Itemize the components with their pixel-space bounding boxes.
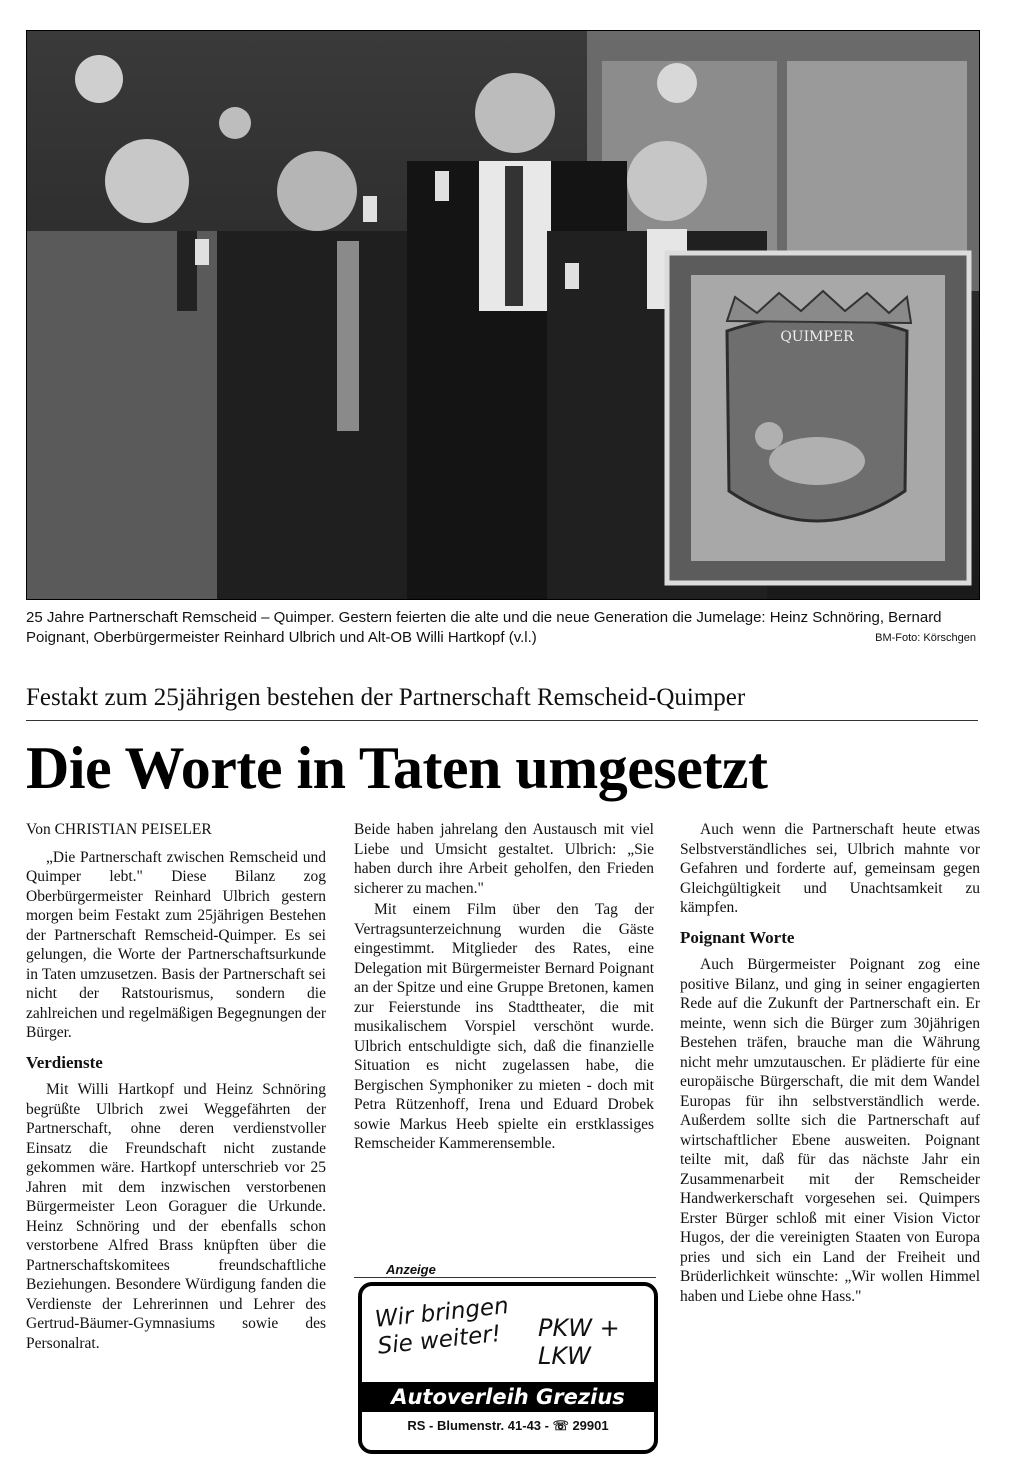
ad-address: RS - Blumenstr. 41-43 - ☏ 29901 bbox=[407, 1418, 609, 1433]
ad-label-text: Anzeige bbox=[382, 1262, 440, 1277]
photo-credit: BM-Foto: Körschgen bbox=[875, 632, 976, 644]
ad-slogan: Wir bringen Sie weiter! bbox=[373, 1292, 510, 1360]
advertisement bbox=[358, 1282, 658, 1454]
article-headline: Die Worte in Taten umgesetzt bbox=[26, 735, 768, 801]
byline: Von CHRISTIAN PEISELER bbox=[26, 821, 212, 838]
subheading-verdienste: Verdienste bbox=[26, 1052, 103, 1072]
paragraph: Mit einem Film über den Tag der Vertragsunterzeichnung wurden die Gäste eingestimmt. Mitglieder des Rates, eine Delegation mit Bürgermeister Bernard Poignant an der Spitze und eine Gruppe Bretonen, kamen zur Feierstunde ins Stadttheater, die mit musikalischem Vorspiel verschönt wurde. Ulbrich entschuldigte sich, daß die finanzielle Situation es nicht zugelassen habe, die Bergischen Symphoniker zu mieten - doch mit Petra Rützenhoff, Irena und Eduard Drobek sowie Markus Heeb spielte ein erstklassiges Remscheider Kammerensemble. bbox=[354, 901, 654, 1152]
ram-figure bbox=[769, 437, 865, 485]
photo-caption bbox=[26, 608, 978, 648]
ad-company-name: Autoverleih Grezius bbox=[362, 1382, 654, 1412]
paragraph: Auch wenn die Partnerschaft heute etwas Selbstverständliches sei, Ulbrich mahnte vor Gefahren und forderte auf, gemeinsam gegen Gleichgültigkeit und Unachtsamkeit zu kämpfen. bbox=[680, 821, 980, 916]
paragraph: Auch Bürgermeister Poignant zog eine positive Bilanz, und ging in seiner engagierten Rede auf die Zukunft der Partnerschaft ein. Er meinte, wenn sich die Bürger zum 30jährigen Bestehen träfen, brauche man die Währung nicht mehr umzutauschen. Er plädierte für eine europäische Bürgerschaft, die mit dem Wandel Europas für ihn selbstverständlich werde. Außerdem sollte sich die Partnerschaft auf wirtschaftlicher Ebene ausweiten. Poignant teilte mit, daß für das nächste Jahr ein Zusammenarbeit mit der Remscheider Handwerkerschaft vorgesehen sei. Quimpers Erster Bürger schloß mit einer Vision Victor Hugos, der die vereinigten Staaten von Europa pries und sich ein Land der Freiheit und Brüderlichkeit wünschte: „Wir wollen Himmel haben und Liebe ohne Hass." bbox=[680, 956, 980, 1305]
photo-illustration bbox=[27, 31, 979, 599]
ceiling-lamp bbox=[657, 63, 697, 103]
ad-vehicles: PKW + LKW bbox=[538, 1314, 620, 1370]
subheading-poignant-worte: Poignant Worte bbox=[680, 927, 795, 947]
news-photo bbox=[26, 30, 980, 600]
paragraph: „Die Partnerschaft zwischen Remscheid und Quimper lebt." Diese Bilanz zog Oberbürgermeister Reinhard Ulbrich gestern morgen beim Festakt zum 25jährigen Bestehen der Partnerschaft Remscheid-Quimper. Es sei gelungen, die Worte der Partnerschaftsurkunde in Taten umzusetzen. Basis der Partnerschaft sei nicht der Ratstourismus, sondern die zahlreichen und regelmäßigen Begegnungen der Bürger. bbox=[26, 848, 326, 1041]
paragraph: Beide haben jahrelang den Austausch mit viel Liebe und Umsicht gestaltet. Ulbrich: „Sie haben durch ihre Arbeit geholfen, den Frieden sicherer zu machen." bbox=[354, 821, 654, 897]
ad-label bbox=[354, 1262, 656, 1278]
crest-inscription: QUIMPER bbox=[780, 329, 854, 345]
article-column-2 bbox=[354, 820, 654, 1156]
quimper-coat-of-arms bbox=[667, 253, 969, 583]
paragraph: Mit Willi Hartkopf und Heinz Schnöring begrüßte Ulbrich zwei Weggefährten der Partnerschaft, ohne deren verdienstvoller Einsatz die Freundschaft nicht zustande gekommen wäre. Hartkopf unterschrieb vor 25 Jahren mit dem inzwischen verstorbenen Bürgermeister Leon Goraguer die Urkunde. Heinz Schnöring und der ebenfalls schon verstorbene Alfred Brass knüpften über die Partnerschaftskomitees freundschaftliche Beziehungen. Besondere Würdigung fanden die Verdienste der Lehrerinnen und Lehrer des Gertrud-Bäumer-Gymnasiums sowie des Personalrat. bbox=[26, 1081, 326, 1352]
article-kicker: Festakt zum 25jährigen bestehen der Partnerschaft Remscheid-Quimper bbox=[26, 684, 978, 721]
ceiling-lamp bbox=[75, 55, 123, 103]
ceiling-lamp bbox=[219, 107, 251, 139]
article-column-3 bbox=[680, 820, 980, 1308]
caption-text: 25 Jahre Partnerschaft Remscheid – Quimper. Gestern feierten die alte und die neue Generation die Jumelage: Heinz Schnöring, Bernard Poignant, Oberbürgermeister Reinhard Ulbrich und Alt-OB Willi Hartkopf (v.l.) bbox=[26, 609, 942, 646]
article-column-1 bbox=[26, 820, 326, 1355]
